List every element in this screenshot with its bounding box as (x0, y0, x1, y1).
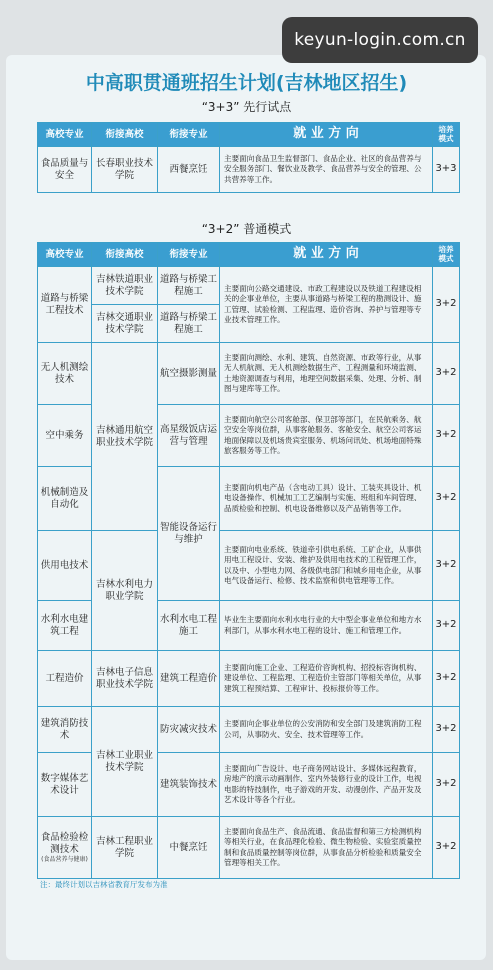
mode-cell: 3+2 (433, 267, 460, 343)
major-cell: 建筑消防技术 (38, 707, 92, 753)
employment-cell: 主要面向航空公司客舱部、保卫部等部门，在民航乘务、航空安全等岗位群，从事客舱服务、客舱安全、航空公司客运地面保障以及机场贵宾室服务、机场问讯处、机场地面特殊旅客服务等工作。 (220, 405, 433, 467)
mode-cell: 3+2 (433, 651, 460, 707)
major-cell: 供用电技术 (38, 531, 92, 601)
header-mode: 培养模式 (433, 123, 460, 147)
employment-cell: 主要面向食品卫生监督部门、食品企业、社区的食品营养与安全服务部门、餐饮业及教学、食品营养与安全的管理、公共营养等工作。 (220, 147, 433, 193)
header-school: 衔接高校 (92, 123, 158, 147)
page-title: 中高职贯通班招生计划(吉林地区招生) (85, 72, 408, 94)
employment-cell: 毕业生主要面向水利水电行业的大中型企事业单位和地方水利部门，从事水利水电工程的设计、施工和管理工作。 (220, 601, 433, 651)
school-cell: 吉林通用航空职业技术学院 (92, 343, 158, 531)
table-row (38, 817, 460, 879)
school-cell: 吉林交通职业技术学院 (92, 305, 158, 343)
link-major-cell: 建筑工程造价 (158, 651, 220, 707)
employment-cell: 主要面向广告设计、电子商务网站设计、多媒体远程教育，房地产的演示动画制作、室内外装修行业的设计工作，电视电影的特技制作，电子游戏的开发、动漫创作、产品开发及艺术设计等各个行业。 (220, 753, 433, 817)
major-cell: 数字媒体艺术设计 (38, 753, 92, 817)
link-major-cell: 建筑装饰技术 (158, 753, 220, 817)
employment-cell: 主要面向公路交通建设、市政工程建设以及铁道工程建设相关的企事业单位，主要从事道路与桥梁工程的勘测设计、施工管理、试验检测、工程监理、造价咨询、养护与管理等专业技术管理工作。 (220, 267, 433, 343)
employment-cell: 主要面向机电产品（含电动工具）设计、工装夹具设计、机电设备操作、机械加工工艺编制与实施、班组和车间管理、品质检验和控制、机电设备维修以及产品销售等工作。 (220, 467, 433, 531)
major-cell: 水利水电建筑工程 (38, 601, 92, 651)
school-cell: 吉林工业职业技术学院 (92, 707, 158, 817)
mode-cell: 3+2 (433, 531, 460, 601)
major-name: 食品检验检测技术 (40, 831, 89, 855)
table-row (38, 343, 460, 405)
table-row (38, 651, 460, 707)
table-header-row (38, 123, 460, 147)
employment-cell: 主要面向施工企业、工程造价咨询机构、招投标咨询机构、建设单位、工程监理、工程造价主管部门等相关单位，从事建筑工程预结算、工程审计、投标报价等工作。 (220, 651, 433, 707)
major-cell: 道路与桥梁工程技术 (38, 267, 92, 343)
mode-cell: 3+2 (433, 343, 460, 405)
school-cell: 吉林电子信息职业技术学院 (92, 651, 158, 707)
header-link-major: 衔接专业 (158, 243, 220, 267)
link-major-cell: 防灾减灾技术 (158, 707, 220, 753)
mode-cell: 3+2 (433, 467, 460, 531)
mode-cell: 3+2 (433, 601, 460, 651)
mode-cell: 3+3 (433, 147, 460, 193)
major-note: (食品营养与健康) (41, 855, 88, 863)
table-row (38, 531, 460, 601)
footnote: 注：最终计划以吉林省教育厅发布为准 (40, 880, 168, 889)
link-major-cell: 航空摄影测量 (158, 343, 220, 405)
link-major-cell: 高星级饭店运营与管理 (158, 405, 220, 467)
plan-table-3plus3 (37, 122, 460, 193)
header-employment: 就 业 方 向 (220, 123, 433, 147)
header-employment: 就 业 方 向 (220, 243, 433, 267)
school-cell: 吉林水利电力职业学院 (92, 531, 158, 651)
mode-cell: 3+2 (433, 405, 460, 467)
plan-table-3plus2 (37, 242, 460, 879)
link-major-cell: 水利水电工程施工 (158, 601, 220, 651)
mode-cell: 3+2 (433, 707, 460, 753)
mode-cell: 3+2 (433, 817, 460, 879)
major-cell (38, 817, 92, 879)
link-major-cell: 智能设备运行与维护 (158, 467, 220, 601)
header-school: 衔接高校 (92, 243, 158, 267)
header-major: 高校专业 (38, 123, 92, 147)
site-watermark: keyun-login.com.cn (282, 17, 478, 63)
table-row (38, 147, 460, 193)
school-cell: 吉林工程职业学院 (92, 817, 158, 879)
major-cell: 机械制造及自动化 (38, 467, 92, 531)
link-major-cell: 中餐烹饪 (158, 817, 220, 879)
school-cell: 长春职业技术学院 (92, 147, 158, 193)
employment-cell: 主要面向企事业单位的公安消防和安全部门及建筑消防工程公司，从事防火、安全、技术管理等工作。 (220, 707, 433, 753)
link-major-cell: 西餐烹饪 (158, 147, 220, 193)
link-major-cell: 道路与桥梁工程施工 (158, 305, 220, 343)
link-major-cell: 道路与桥梁工程施工 (158, 267, 220, 305)
header-major: 高校专业 (38, 243, 92, 267)
header-mode: 培养模式 (433, 243, 460, 267)
table-header-row (38, 243, 460, 267)
major-cell: 空中乘务 (38, 405, 92, 467)
header-link-major: 衔接专业 (158, 123, 220, 147)
mode-cell: 3+2 (433, 753, 460, 817)
major-cell: 无人机测绘技术 (38, 343, 92, 405)
employment-cell: 主要面向电业系统、铁道牵引供电系统、工矿企业，从事供用电工程设计、安装、维护及供用电技术的工程管理工作，以及中、小型电力网、各级供电部门和城乡用电企业，从事电气设备运行、检修、技术监察和供电管理等工作。 (220, 531, 433, 601)
school-cell: 吉林铁道职业技术学院 (92, 267, 158, 305)
table-row (38, 707, 460, 753)
table-row (38, 267, 460, 305)
section2-subtitle: “3+2” 普通模式 (201, 222, 292, 236)
major-cell: 食品质量与安全 (38, 147, 92, 193)
employment-cell: 主要面向测绘、水利、建筑、自然资源、市政等行业，从事无人机航测、无人机测绘数据生产、工程测量和环境监测、土地资源调查与利用，地理空间数据采集、处理、分析、制图与建库等工作。 (220, 343, 433, 405)
employment-cell: 主要面向食品生产、食品流通、食品监督和第三方检测机构等相关行业，在食品理化检验、微生物检验、实验室质量控制和食品质量控制等岗位群，从事食品分析检验和质量安全管理等相关工作。 (220, 817, 433, 879)
major-cell: 工程造价 (38, 651, 92, 707)
section1-subtitle: “3+3” 先行试点 (201, 100, 292, 114)
